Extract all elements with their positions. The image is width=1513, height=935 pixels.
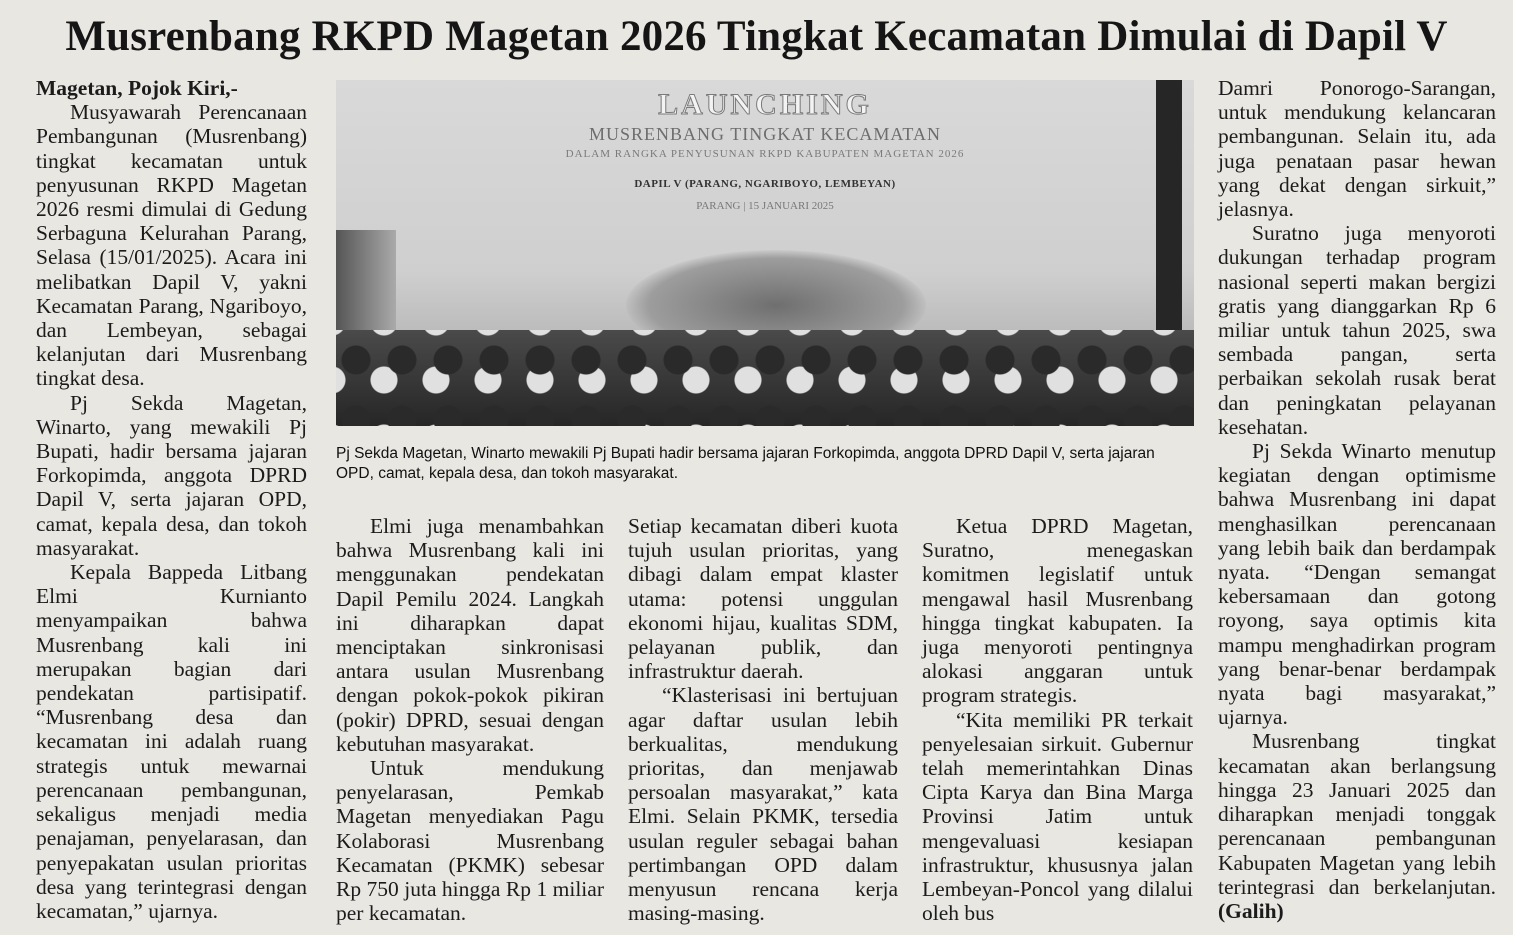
headline: Musrenbang RKPD Magetan 2026 Tingkat Kecamatan Dimulai di Dapil V <box>65 13 1448 60</box>
paragraph: “Klasterisasi ini bertujuan agar daftar usulan lebih berkualitas, mendukung prioritas, dan menjawab persoalan masyarakat,” kata Elmi. Selain PKMK, tersedia usulan reguler sebagai bahan pertimbangan OPD dalam menyusun rencana kerja masing-masing. <box>628 683 898 926</box>
paragraph: Kepala Bappeda Litbang Elmi Kurnianto menyampaikan bahwa Musrenbang kali ini merupakan bagian dari pendekatan partisipatif. “Musrenbang desa dan kecamatan ini adalah ruang strategis untuk mewarnai perencanaan pembangunan, sekaligus menjadi media penajaman, penyelarasan, dan penyepakatan usulan prioritas desa yang terintegrasi dengan kecamatan,” ujarnya. <box>36 560 307 923</box>
paragraph-final <box>1218 729 1496 923</box>
paragraph: Elmi juga menambahkan bahwa Musrenbang kali ini menggunakan pendekatan Dapil Pemilu 2024. Langkah ini diharapkan dapat menciptakan sinkronisasi antara usulan Musrenbang dengan pokok-pokok pikiran (pokir) DPRD, sesuai dengan kebutuhan masyarakat. <box>336 514 604 756</box>
backdrop-title: LAUNCHING <box>658 88 872 121</box>
audience-crowd <box>336 330 1194 426</box>
dateline: Magetan, Pojok Kiri,- <box>36 76 238 100</box>
backdrop-dapil: DAPIL V (PARANG, NGARIBOYO, LEMBEYAN) <box>634 178 896 190</box>
paragraph: Pj Sekda Winarto menutup kegiatan dengan optimisme bahwa Musrenbang ini dapat menghasilkan perencanaan yang lebih baik dan berdampak nyata. “Dengan semangat kebersamaan dan gotong royong, saya optimis kita mampu menghadirkan program yang benar-benar berdampak nyata bagi masyarakat,” ujarnya. <box>1218 439 1496 730</box>
backdrop-date: PARANG | 15 JANUARI 2025 <box>696 200 834 212</box>
paragraph: Damri Ponorogo-Sarangan, untuk mendukung kelancaran pembangunan. Selain itu, ada juga penataan pasar hewan yang dekat dengan sirkuit,” jelasnya. <box>1218 76 1496 222</box>
article-column-3 <box>628 514 898 925</box>
backdrop-line: DALAM RANGKA PENYUSUNAN RKPD KABUPATEN MAGETAN 2026 <box>565 148 965 160</box>
paragraph: Musyawarah Perencanaan Pembangunan (Musrenbang) tingkat kecamatan untuk penyusunan RKPD Magetan 2026 resmi dimulai di Gedung Serbaguna Kelurahan Parang, Selasa (15/01/2025). Acara ini melibatkan Dapil V, yakni Kecamatan Parang, Ngariboyo, dan Lembeyan, sebagai kelanjutan dari Musrenbang tingkat desa. <box>36 100 307 391</box>
paragraph: “Kita memiliki PR terkait penyelesaian sirkuit. Gubernur telah memerintahkan Dinas Cipta Karya dan Bina Marga Provinsi Jatim untuk mengevaluasi kesiapan infrastruktur, khususnya jalan Lembeyan-Poncol yang dilalui oleh bus <box>922 707 1193 926</box>
author-credit: (Galih) <box>1218 898 1284 923</box>
paragraph: Setiap kecamatan diberi kuota tujuh usulan prioritas, yang dibagi dalam empat klaster utama: potensi unggulan ekonomi hijau, kualitas SDM, pelayanan publik, dan infrastruktur daerah. <box>628 514 898 684</box>
article-column-5 <box>1218 76 1496 923</box>
photo-caption: Pj Sekda Magetan, Winarto mewakili Pj Bupati hadir bersama jajaran Forkopimda, anggota DPRD Dapil V, serta jajaran OPD, camat, kepala desa, dan tokoh masyarakat. <box>336 445 1155 482</box>
article-column-2 <box>336 514 604 925</box>
backdrop-subtitle: MUSRENBANG TINGKAT KECAMATAN <box>589 124 941 144</box>
event-photo <box>336 80 1194 426</box>
paragraph: Suratno juga menyoroti dukungan terhadap program nasional seperti makan bergizi gratis yang dianggarkan Rp 6 miliar untuk tahun 2025, swa sembada pangan, serta perbaikan sekolah rusak berat dan peningkatan pelayanan kesehatan. <box>1218 221 1496 439</box>
article-column-4 <box>922 514 1193 925</box>
article-column-1 <box>36 76 307 923</box>
paragraph: Ketua DPRD Magetan, Suratno, menegaskan komitmen legislatif untuk mengawal hasil Musrenbang hingga tingkat kabupaten. Ia juga menyoroti pentingnya alokasi anggaran untuk program strategis. <box>922 514 1193 708</box>
paragraph: Untuk mendukung penyelarasan, Pemkab Magetan menyediakan Pagu Kolaborasi Musrenbang Kecamatan (PKMK) sebesar Rp 750 juta hingga Rp 1 miliar per kecamatan. <box>336 756 604 926</box>
paragraph: Pj Sekda Magetan, Winarto, yang mewakili Pj Bupati, hadir bersama jajaran Forkopimda, anggota DPRD Dapil V, serta jajaran OPD, camat, kepala desa, dan tokoh masyarakat. <box>36 390 307 560</box>
paragraph-text: Musrenbang tingkat kecamatan akan berlangsung hingga 23 Januari 2025 dan diharapkan menjadi tonggak perencanaan pembangunan Kabupaten Magetan yang lebih terintegrasi dan berkelanjutan. <box>1218 729 1496 899</box>
